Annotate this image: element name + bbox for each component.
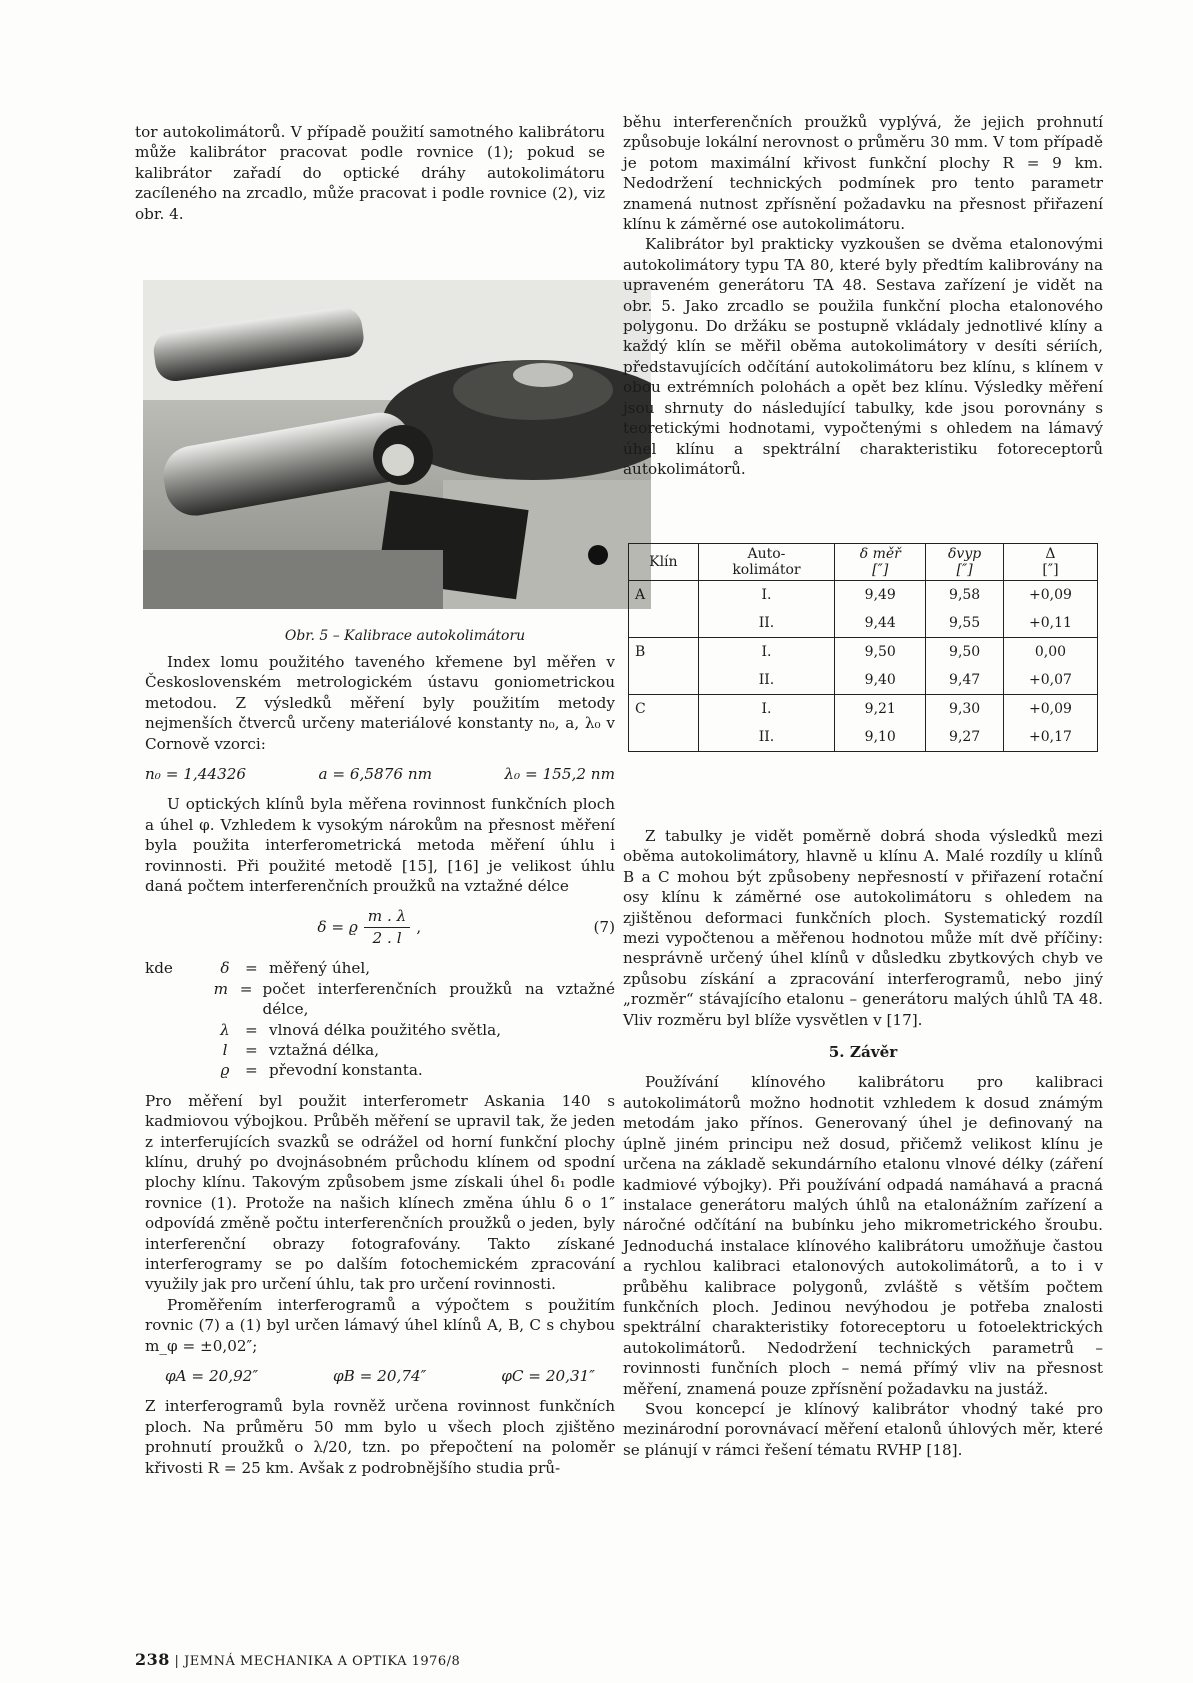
constant-n0: n₀ = 1,44326 [145, 765, 247, 784]
page-footer: 238 | JEMNÁ MECHANIKA A OPTIKA 1976/8 [135, 1650, 461, 1669]
paragraph: Proměřením interferogramů a výpočtem s použitím rovnic (7) a (1) byl určen lámavý úhel klínů A, B, C s chybou m_φ = ±0,02″; [145, 1295, 615, 1355]
table-row [629, 666, 1098, 695]
table-cell [629, 666, 699, 695]
table-cell: +0,07 [1003, 666, 1097, 695]
equals-sign: = [245, 959, 258, 978]
table-row [629, 609, 1098, 638]
header-klin: Klín [649, 554, 678, 570]
table-cell: +0,17 [1003, 723, 1097, 752]
definition-text: vlnová délka použitého světla, [269, 1020, 502, 1039]
definition-keyword [145, 1040, 205, 1060]
table-cell: 9,44 [835, 609, 926, 638]
header-autokolimator: Auto- kolimátor [698, 544, 835, 581]
page-number: 238 [135, 1650, 170, 1669]
equation-7: δ = ϱ $\frac{m . \lambda}{2 . l}$ , (7) [317, 907, 615, 947]
table-cell: II. [698, 609, 835, 638]
equals-sign: = [245, 1061, 258, 1080]
figure-caption: Obr. 5 – Kalibrace autokolimátoru [284, 628, 526, 644]
results-table [628, 543, 1098, 752]
equation-fraction [364, 906, 411, 948]
table-cell: +0,09 [1003, 581, 1097, 610]
table-cell: II. [698, 723, 835, 752]
right-column-top [623, 112, 1103, 479]
definition-row [145, 1060, 615, 1080]
phi-b: φB = 20,74″ [333, 1367, 427, 1385]
paragraph: Pro měření byl použit interferometr Askania 140 s kadmiovou výbojkou. Průběh měření se upravil tak, že jeden z interferujících svazků se odrážel od horní funkční plochy klínu, druhý po dvojnásobném průchodu klínem od spodní plochy klínu. Takovým způsobem jsme získali úhel δ₁ podle rovnice (1). Protože na našich klínech změna úhlu δ o 1″ odpovídá změně počtu interferenčních proužků o jeden, byly interferenční obrazy fotografovány. Takto získané interferogramy se po dalším fotochemickém zpracování využily jak pro určení úhlu, tak pro určení rovinnosti. [145, 1091, 615, 1294]
table-cell: II. [698, 666, 835, 695]
equals-sign: = [245, 1020, 258, 1039]
phi-a: φA = 20,92″ [165, 1367, 259, 1385]
header-delta-mer: δ měř [″] [835, 544, 926, 581]
table-cell: 9,50 [926, 638, 1004, 667]
table-cell: I. [698, 695, 835, 724]
equation-lhs: δ = ϱ [317, 918, 358, 937]
calibration-setup-image [143, 280, 651, 609]
header-delta-vyp: δvyp [″] [926, 544, 1004, 581]
equals-sign: = [245, 1040, 258, 1059]
equation-denominator: 2 . l [372, 928, 402, 947]
paragraph: Kalibrátor byl prakticky vyzkoušen se dvěma etalonovými autokolimátory typu TA 80, které byly předtím kalibrovány na upraveném generátoru TA 48. Sestava zařízení je vidět na obr. 5. Jako zrcadlo se použila funkční plocha etalonového polygonu. Do držáku se postupně vkládaly jednotlivé klíny a každý klín se měřil oběma autokolimátory v desíti sériích, představujících odčítání autokolimátoru bez klínu, s klínem v obou extrémních polohách a opět bez klínu. Výsledky měření jsou shrnuty do následující tabulky, kde jsou porovnány s teoretickými hodnotami, vypočtenými s ohledem na lámavý úhel klínu a spektrální charakteristiku fotoreceptorů autokolimátorů. [623, 235, 1103, 478]
equals-sign: = [239, 979, 253, 998]
right-column-bottom [623, 826, 1103, 1460]
definition-row [145, 958, 615, 978]
table-cell: +0,11 [1003, 609, 1097, 638]
definition-row [145, 979, 615, 1020]
definition-symbol: m [213, 979, 229, 998]
paragraph: Svou koncepcí je klínový kalibrátor vhodný také pro mezinárodní porovnávací měření etalonů úhlových měr, které se plánují v rámci řešení tématu RVHP [18]. [623, 1399, 1103, 1459]
definition-symbol: λ [220, 1020, 230, 1039]
table-cell: 9,49 [835, 581, 926, 610]
paragraph: Z tabulky je vidět poměrně dobrá shoda výsledků mezi oběma autokolimátory, hlavně u klínu A. Malé rozdíly u klínů B a C mohou být způsobeny nepřesností v přiřazení rotační osy klínu k záměrné ose autokolimátoru s ohledem na zjištěnou deformaci funkčních ploch. Systematický rozdíl mezi vypočtenou a měřenou hodnotou může mít dvě příčiny: nesprávně určený úhel klínů v důsledku zbytkových chyb ve způsobu získání a zpracování interferogramů, nebo jiný „rozměr“ stávajícího etalonu – generátoru malých úhlů TA 48. Vliv rozměru byl blíže vysvětlen v [17]. [623, 827, 1103, 1029]
table-cell: 9,27 [926, 723, 1004, 752]
definition-row [145, 1020, 615, 1040]
table-cell: 9,10 [835, 723, 926, 752]
constant-lambda0: λ₀ = 155,2 nm [504, 765, 615, 784]
table-cell: 9,55 [926, 609, 1004, 638]
paragraph: Z interferogramů byla rovněž určena rovinnost funkčních ploch. Na průměru 50 mm bylo u všech ploch zjištěno prohnutí proužků o λ/20, tzn. po přepočtení na poloměr křivosti R = 25 km. Avšak z podrobnějšího studia prů- [145, 1397, 615, 1477]
table-cell: I. [698, 581, 835, 610]
equation-number: (7) [593, 918, 615, 937]
constants-line [145, 764, 615, 784]
table-row [629, 695, 1098, 724]
equation-numerator: m . λ [364, 906, 411, 927]
table-row [629, 638, 1098, 667]
definition-text: vztažná délka, [269, 1040, 380, 1059]
table-header-row [629, 544, 1098, 581]
definition-text: počet interferenčních proužků na vztažné délce, [262, 979, 615, 1019]
table-row [629, 723, 1098, 752]
table-cell [629, 609, 699, 638]
results-table-wrapper [628, 543, 1098, 752]
figure-photo [143, 280, 651, 609]
table-cell: B [635, 644, 646, 660]
paragraph: Index lomu použitého taveného křemene byl měřen v Československém metrologickém ústavu goniometrickou metodou. Z výsledků měření byly použitím metody nejmenších čtverců určeny materiálové konstanty n₀, a, λ₀ v Cornově vzorci: [145, 653, 615, 753]
table-cell [629, 723, 699, 752]
definition-text: převodní konstanta. [269, 1061, 423, 1080]
section-heading: 5. Závěr [828, 1043, 898, 1062]
paragraph: U optických klínů byla měřena rovinnost funkčních ploch a úhel φ. Vzhledem k vysokým nárokům na přesnost měření byla použita interferometrická metoda měření úhlu i rovinnosti. Při použité metodě [15], [16] je velikost úhlu daná počtem interferenčních proužků na vztažné délce [145, 795, 615, 896]
phi-c: φC = 20,31″ [501, 1367, 595, 1385]
table-cell: 9,47 [926, 666, 1004, 695]
definition-symbol: l [222, 1040, 228, 1059]
definition-symbol: ϱ [220, 1061, 230, 1080]
table-cell: I. [698, 638, 835, 667]
table-cell: 9,40 [835, 666, 926, 695]
journal-name: JEMNÁ MECHANIKA A OPTIKA 1976/8 [184, 1654, 461, 1669]
table-cell: +0,09 [1003, 695, 1097, 724]
definition-row [145, 1040, 615, 1060]
table-row [629, 581, 1098, 610]
left-column-body [145, 652, 615, 1478]
wedge-angles [145, 1366, 615, 1386]
table-cell: A [635, 587, 646, 603]
definition-symbol: δ [220, 959, 230, 978]
definition-keyword [145, 1060, 205, 1080]
symbol-definitions [145, 958, 615, 1080]
paragraph: Používání klínového kalibrátoru pro kalibraci autokolimátorů možno hodnotit vzhledem k dosud známým metodám jako přínos. Generovaný úhel je definovaný na úplně jiném principu než dosud, přičemž velikost klínu je určena na základě sekundárního etalonu vlnové délky (záření kadmiové výbojky). Při používání odpadá namáhavá a pracná instalace generátoru malých úhlů na etalonážním zařízení a náročné odčítání na bubínku jeho mikrometrického šroubu. Jednoduchá instalace klínového kalibrátoru umožňuje častou a rychlou kalibraci etalonových autokolimátorů, a to i v průběhu kalibrace polygonů, zvláště s větším počtem funkčních ploch. Jedinou nevýhodou je potřeba znalosti spektrální charakteristiky fotoreceptoru u fotoelektrických autokolimátorů. Nedodržení technických parametrů – rovinnosti funčních ploch – nemá přímý vliv na přesnost měření, znamená pouze zpřísnění požadavku na justáž. [623, 1073, 1103, 1398]
table-cell: 9,50 [835, 638, 926, 667]
definition-keyword [145, 979, 202, 1020]
table-cell: C [635, 701, 646, 717]
table-cell: 9,30 [926, 695, 1004, 724]
definition-keyword: kde [145, 959, 173, 978]
paragraph: tor autokolimátorů. V případě použití samotného kalibrátoru může kalibrátor pracovat podle rovnice (1); pokud se kalibrátor zařadí do optické dráhy autokolimátoru zacíleného na zrcadlo, může pracovat i podle rovnice (2), viz obr. 4. [135, 123, 605, 223]
table-cell: 9,21 [835, 695, 926, 724]
header-difference: Δ [″] [1003, 544, 1097, 581]
table-cell: 9,58 [926, 581, 1004, 610]
definition-text: měřený úhel, [269, 959, 371, 978]
constant-a: a = 6,5876 nm [318, 765, 433, 784]
definition-keyword [145, 1020, 205, 1040]
table-cell: 0,00 [1003, 638, 1097, 667]
table-body [629, 581, 1098, 752]
left-column-intro [135, 122, 605, 224]
paragraph: běhu interferenčních proužků vyplývá, že jejich prohnutí způsobuje lokální nerovnost o průměru 30 mm. V tom případě je potom maximální křivost funkční plochy R = 9 km. Nedodržení technických podmínek pro tento parametr znamená nutnost zpřísnění požadavku na přesnost přiřazení klínu k záměrné ose autokolimátoru. [623, 113, 1103, 234]
